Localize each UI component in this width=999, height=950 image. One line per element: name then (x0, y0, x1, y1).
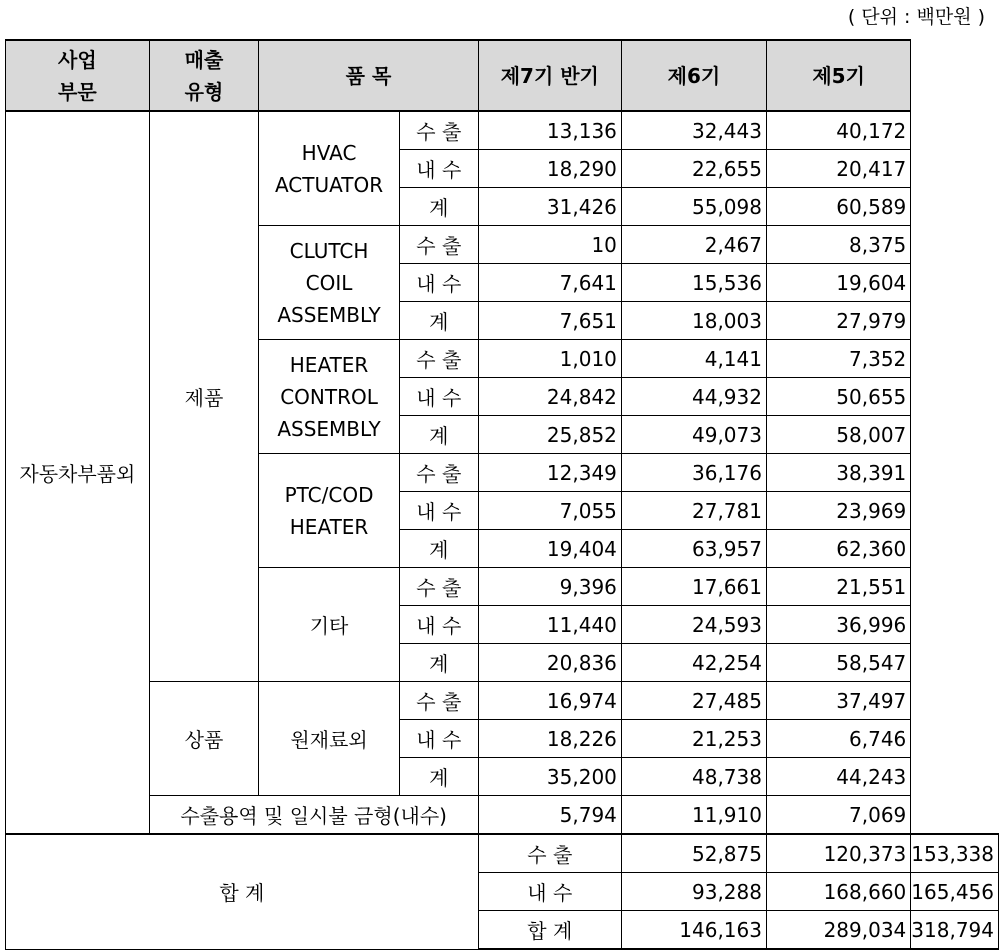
item-name-line: HEATER (289, 352, 369, 377)
item-name-line: CLUTCH (289, 238, 369, 263)
value-p6: 63,957 (621, 530, 766, 568)
value-p5: 21,551 (766, 568, 910, 606)
header-period-7: 제7기 반기 (478, 40, 621, 111)
value-p6: 18,003 (621, 302, 766, 340)
header-segment (6, 40, 150, 111)
service-label: 수출용역 및 일시불 금형(내수) (149, 796, 478, 835)
value-p7: 25,852 (478, 416, 621, 454)
value-p5: 153,338 (911, 834, 999, 873)
header-segment-line1: 사업 (58, 47, 97, 72)
value-p6: 48,738 (621, 758, 766, 796)
item-name-cell (259, 454, 400, 568)
kind-cell: 수 출 (399, 568, 478, 606)
kind-cell: 계 (399, 530, 478, 568)
value-p6: 27,781 (621, 492, 766, 530)
value-p5: 7,069 (766, 796, 910, 835)
value-p7: 12,349 (478, 454, 621, 492)
value-p6: 22,655 (621, 150, 766, 188)
value-p5: 58,007 (766, 416, 910, 454)
value-p6: 32,443 (621, 111, 766, 150)
value-p5: 165,456 (911, 873, 999, 911)
value-p7: 5,794 (478, 796, 621, 835)
value-p6: 289,034 (766, 911, 910, 950)
value-p5: 36,996 (766, 606, 910, 644)
total-label: 합 계 (6, 834, 479, 949)
item-name-line: ASSEMBLY (277, 302, 381, 327)
value-p7: 146,163 (621, 911, 766, 950)
value-p5: 27,979 (766, 302, 910, 340)
value-p7: 13,136 (478, 111, 621, 150)
kind-cell: 계 (399, 302, 478, 340)
table-row (6, 682, 999, 720)
kind-cell: 내 수 (399, 378, 478, 416)
value-p5: 38,391 (766, 454, 910, 492)
segment-cell: 자동차부품외 (6, 111, 150, 834)
value-p5: 60,589 (766, 188, 910, 226)
table-row (6, 796, 999, 835)
item-name-cell (259, 340, 400, 454)
value-p6: 44,932 (621, 378, 766, 416)
value-p5: 19,604 (766, 264, 910, 302)
kind-cell: 계 (399, 644, 478, 682)
value-p7: 9,396 (478, 568, 621, 606)
value-p6: 2,467 (621, 226, 766, 264)
value-p6: 120,373 (766, 834, 910, 873)
kind-cell: 내 수 (478, 873, 621, 911)
value-p7: 18,226 (478, 720, 621, 758)
value-p5: 318,794 (911, 911, 999, 950)
value-p6: 27,485 (621, 682, 766, 720)
value-p5: 20,417 (766, 150, 910, 188)
value-p5: 7,352 (766, 340, 910, 378)
item-name-line: ASSEMBLY (277, 416, 381, 441)
value-p5: 50,655 (766, 378, 910, 416)
value-p7: 11,440 (478, 606, 621, 644)
item-name-line: ACTUATOR (274, 172, 384, 197)
table-row (6, 111, 999, 150)
value-p6: 49,073 (621, 416, 766, 454)
kind-cell: 수 출 (399, 340, 478, 378)
sales-table (5, 39, 999, 950)
kind-cell: 내 수 (399, 150, 478, 188)
value-p7: 52,875 (621, 834, 766, 873)
item-name-cell (259, 226, 400, 340)
kind-cell: 수 출 (399, 454, 478, 492)
item-name-cell (259, 568, 400, 682)
header-period-6: 제6기 (621, 40, 766, 111)
value-p5: 62,360 (766, 530, 910, 568)
type-products-cell: 제품 (149, 111, 259, 682)
value-p5: 40,172 (766, 111, 910, 150)
value-p6: 42,254 (621, 644, 766, 682)
value-p6: 55,098 (621, 188, 766, 226)
value-p7: 35,200 (478, 758, 621, 796)
value-p7: 7,651 (478, 302, 621, 340)
value-p5: 37,497 (766, 682, 910, 720)
kind-cell: 계 (399, 416, 478, 454)
type-goods-cell: 상품 (149, 682, 259, 796)
item-name-line: COIL (305, 270, 353, 295)
kind-cell: 계 (399, 758, 478, 796)
kind-cell: 수 출 (399, 226, 478, 264)
value-p6: 15,536 (621, 264, 766, 302)
header-sales-type (149, 40, 259, 111)
header-sales-type-line2: 유형 (184, 79, 224, 104)
value-p7: 7,641 (478, 264, 621, 302)
kind-cell: 내 수 (399, 264, 478, 302)
header-period-5: 제5기 (766, 40, 910, 111)
item-name-line: PTC/COD (284, 482, 374, 507)
header-segment-line2: 부문 (58, 79, 97, 104)
table-row (6, 834, 999, 873)
value-p6: 17,661 (621, 568, 766, 606)
value-p6: 24,593 (621, 606, 766, 644)
item-name-line: HVAC (301, 140, 357, 165)
value-p7: 19,404 (478, 530, 621, 568)
item-name-line: 원재료외 (290, 728, 368, 752)
value-p6: 21,253 (621, 720, 766, 758)
value-p7: 18,290 (478, 150, 621, 188)
value-p7: 10 (478, 226, 621, 264)
kind-cell: 계 (399, 188, 478, 226)
kind-cell: 수 출 (399, 111, 478, 150)
unit-note: ( 단위 : 백만원 ) (847, 6, 985, 28)
item-name-line: HEATER (289, 514, 369, 539)
value-p6: 4,141 (621, 340, 766, 378)
item-name-cell (259, 111, 400, 226)
kind-cell: 합 계 (478, 911, 621, 950)
value-p5: 6,746 (766, 720, 910, 758)
header-item: 품 목 (259, 40, 478, 111)
item-name-line: 기타 (309, 614, 349, 638)
item-name-cell (259, 682, 400, 796)
value-p7: 20,836 (478, 644, 621, 682)
value-p7: 24,842 (478, 378, 621, 416)
kind-cell: 수 출 (399, 682, 478, 720)
value-p5: 23,969 (766, 492, 910, 530)
value-p7: 7,055 (478, 492, 621, 530)
value-p6: 36,176 (621, 454, 766, 492)
kind-cell: 내 수 (399, 492, 478, 530)
value-p7: 93,288 (621, 873, 766, 911)
kind-cell: 내 수 (399, 606, 478, 644)
value-p7: 31,426 (478, 188, 621, 226)
header-sales-type-line1: 매출 (184, 47, 224, 72)
value-p7: 16,974 (478, 682, 621, 720)
kind-cell: 수 출 (478, 834, 621, 873)
value-p5: 8,375 (766, 226, 910, 264)
value-p6: 11,910 (621, 796, 766, 835)
value-p5: 58,547 (766, 644, 910, 682)
value-p6: 168,660 (766, 873, 910, 911)
value-p5: 44,243 (766, 758, 910, 796)
header-row (6, 40, 999, 111)
value-p7: 1,010 (478, 340, 621, 378)
kind-cell: 내 수 (399, 720, 478, 758)
item-name-line: CONTROL (280, 384, 378, 409)
